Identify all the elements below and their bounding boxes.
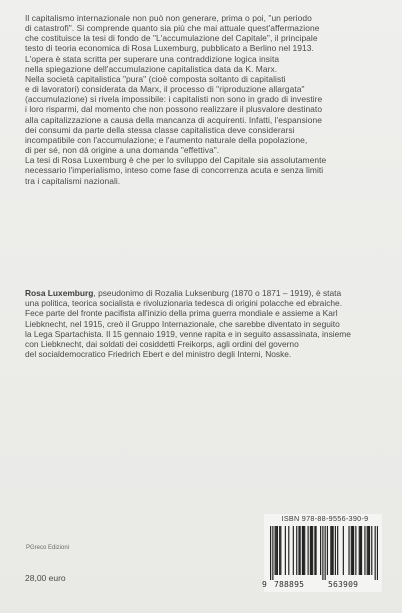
barcode-bar: [375, 526, 376, 580]
synopsis-line: necessario l'imperialismo, inteso come fase di concorrenza acuta e senza limiti: [25, 165, 324, 176]
barcode-bar: [312, 526, 313, 575]
barcode-bar: [368, 526, 369, 575]
synopsis-line: dei consumi da parte della stessa classe capitalistica deve considerarsi: [25, 124, 295, 135]
synopsis-line: Il capitalismo internazionale non può non generare, prima o poi, "un periodo: [25, 13, 312, 23]
barcode-bar: [361, 526, 362, 575]
bio-line: del socialdemocratico Friedrich Ebert e del ministro degli Interni, Noske.: [25, 349, 292, 360]
barcode-bar: [348, 526, 349, 575]
synopsis-line: (accumulazione) si rivela impossibile: i capitalisti non sono in grado di investire: [25, 94, 323, 105]
synopsis-line: tra i capitalismi nazionali.: [25, 175, 121, 186]
barcode-bar: [352, 526, 353, 575]
synopsis-line: L'opera è stata scritta per superare una contraddizione logica insita: [25, 53, 280, 64]
barcode-bar: [351, 526, 352, 575]
barcode-bar: [296, 526, 297, 575]
synopsis-line: La tesi di Rosa Luxemburg è che per lo sviluppo del Capitale sia assolutamente: [25, 155, 327, 166]
barcode-bar: [270, 526, 271, 580]
barcode-bar: [315, 526, 316, 575]
barcode-bar: [288, 526, 289, 575]
bio-line: Fece parte del fronte pacifista all'inizio della prima guerra mondiale e assieme a Karl: [25, 308, 338, 319]
barcode-bar: [359, 526, 360, 575]
barcode-bar: [293, 526, 294, 575]
bio-line: la Lega Spartachista. Il 15 gennaio 1919, venne rapita e in seguito assassinata, insieme: [25, 328, 351, 339]
barcode-first-digit: 9: [262, 580, 268, 589]
synopsis-line: nella spiegazione dell'accumulazione capitalistica data da K. Marx.: [25, 63, 278, 74]
author-bio: [25, 288, 377, 359]
synopsis-line: di per sé, non dà origine a una domanda "effettiva".: [25, 145, 220, 156]
barcode-bar: [285, 526, 286, 575]
publisher-name: PGreco Edizioni: [26, 545, 70, 551]
bio-line: con Liebknecht, dai soldati dei cosiddetti Freikorps, agli ordini del governo: [25, 339, 299, 350]
author-name: Rosa Luxemburg: [25, 288, 94, 298]
barcode-bar: [343, 526, 344, 575]
barcode: [270, 526, 378, 580]
barcode-bar: [303, 526, 304, 575]
barcode-bar: [320, 526, 321, 575]
synopsis-line: Nella società capitalistica "pura" (cioè composta soltanto di capitalisti: [25, 73, 286, 84]
bio-line: Liebknecht, nel 1915, creò il Gruppo Internazionale, che sarebbe diventato in seguito: [25, 318, 340, 329]
synopsis-text: [25, 13, 377, 186]
barcode-bar: [311, 526, 312, 575]
barcode-bar: [280, 526, 281, 575]
barcode-left-group: 788895: [274, 580, 305, 589]
barcode-digits: [262, 580, 382, 589]
barcode-bar: [314, 526, 315, 575]
barcode-bar: [300, 526, 301, 575]
synopsis-line: che costituisce la tesi di fondo de "L'accumulazione del Capitale", il principale: [25, 33, 318, 44]
barcode-bar: [369, 526, 370, 575]
synopsis-line: incompatibile con l'accumulazione; e l'aumento naturale della popolazione,: [25, 134, 308, 145]
barcode-bar: [371, 526, 372, 575]
barcode-bar: [337, 526, 338, 575]
barcode-bar: [279, 526, 280, 575]
barcode-bar: [304, 526, 305, 575]
synopsis-line: testo di teoria economica di Rosa Luxemburg, pubblicato a Berlino nel 1913.: [25, 43, 314, 54]
barcode-bar: [322, 526, 323, 580]
barcode-bar: [302, 526, 303, 575]
barcode-bar: [333, 526, 334, 575]
barcode-bar: [276, 526, 277, 575]
synopsis-line: i loro risparmi, dal momento che non possono realizzare il plusvalore destinato: [25, 104, 323, 115]
barcode-bar: [353, 526, 354, 575]
barcode-bar: [325, 526, 326, 580]
synopsis-line: di catastrofi". Si comprende quanto sia più che mai attuale quest'affermazione: [25, 23, 320, 34]
barcode-bar: [360, 526, 361, 575]
barcode-bar: [298, 526, 299, 575]
bio-first-line-rest: , pseudonimo di Rozalia Luksenburg (1870 o 1871 – 1919), è stata: [93, 288, 342, 298]
barcode-bar: [377, 526, 378, 580]
barcode-bar: [331, 526, 332, 575]
barcode-bar: [330, 526, 331, 575]
barcode-bar: [335, 526, 336, 575]
price-label: 28,00 euro: [25, 573, 66, 583]
barcode-bar: [275, 526, 276, 575]
barcode-right-group: 563909: [328, 580, 359, 589]
barcode-bar: [308, 526, 309, 575]
synopsis-line: e di lavoratori) considerata da Marx, il processo di "riproduzione allargata": [25, 84, 305, 95]
bio-first-line: [25, 288, 377, 298]
barcode-bar: [367, 526, 368, 575]
barcode-bar: [310, 526, 311, 575]
bio-line: una politica, teorica socialista e rivoluzionaria tedesca di origini polacche ed ebraiche.: [25, 298, 343, 309]
synopsis-line: alla capitalizzazione a causa della mancanza di acquirenti. Infatti, l'espansione: [25, 114, 322, 125]
barcode-bar: [277, 526, 278, 575]
barcode-bar: [364, 526, 365, 575]
isbn-label: ISBN 978-88-9556-390-9: [281, 514, 369, 523]
barcode-bar: [355, 526, 356, 575]
barcode-bar: [327, 526, 328, 575]
barcode-bar: [272, 526, 273, 580]
